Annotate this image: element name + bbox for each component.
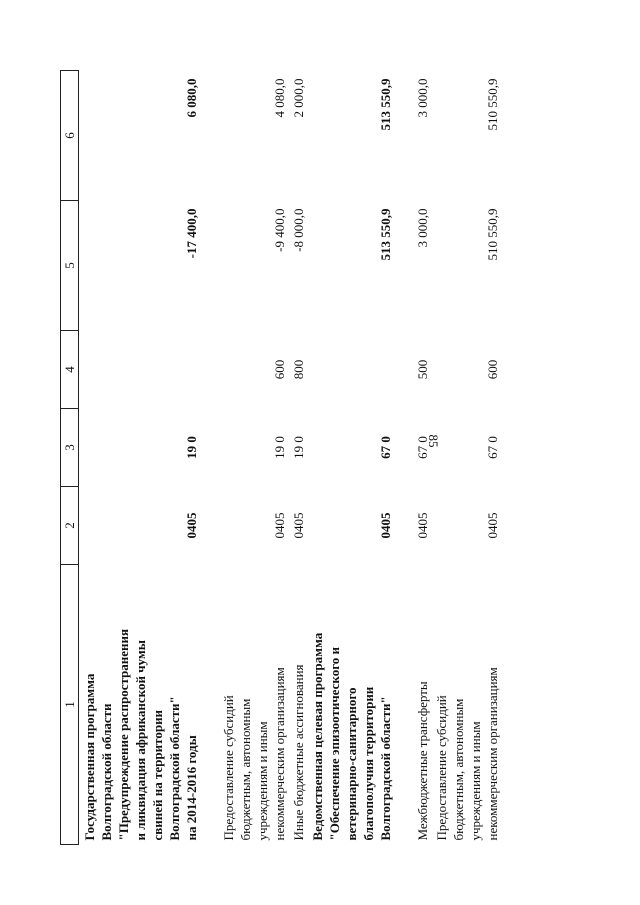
table-row xyxy=(288,71,307,845)
description-line: некоммерческим организациям xyxy=(272,667,287,841)
description-line: благополучия территории xyxy=(361,686,376,841)
budget-table xyxy=(60,70,501,845)
description-line: Ведомственная целевая программа xyxy=(310,632,325,841)
table-row xyxy=(307,71,394,845)
target-article: 67 0 xyxy=(415,436,430,459)
amount-change: -9 400,0 xyxy=(272,208,287,252)
expense-type: 500 xyxy=(415,359,430,380)
description-line: Волгоградской области" xyxy=(378,696,393,841)
description-line: "Обеспечение эпизоотического и xyxy=(327,646,342,841)
page-number: 85 xyxy=(426,434,441,448)
table-row xyxy=(218,71,288,845)
section-code: 0405 xyxy=(291,512,306,539)
row-description xyxy=(431,565,501,845)
description-line: учреждениям и иным xyxy=(468,721,483,841)
expense-type xyxy=(307,331,394,409)
row-description xyxy=(288,565,307,845)
section-code: 0405 xyxy=(184,512,199,539)
table-body xyxy=(79,71,502,845)
expense-type: 800 xyxy=(291,359,306,380)
amount-change: 510 550,9 xyxy=(485,208,500,261)
description-line: Иные бюджетные ассигнования xyxy=(291,664,306,841)
header-cell: 3 xyxy=(61,409,79,487)
row-description xyxy=(79,565,201,845)
target-article: 19 0 xyxy=(291,436,306,459)
table-row xyxy=(431,71,501,845)
description-line: Межбюджетные трансферты xyxy=(415,681,430,841)
description-line: Государственная программа xyxy=(82,673,97,841)
row-description xyxy=(218,565,288,845)
target-article: 19 0 xyxy=(184,436,199,459)
description-line: Волгоградской области" xyxy=(167,696,182,841)
spacer-row xyxy=(394,71,412,845)
table-row xyxy=(412,71,431,845)
header-cell: 2 xyxy=(61,487,79,565)
description-line: Предоставление субсидий xyxy=(434,695,449,841)
header-row xyxy=(61,71,79,845)
rotated-table-container xyxy=(60,70,580,845)
section-code: 0405 xyxy=(272,512,287,539)
header-cell: 5 xyxy=(61,201,79,331)
target-article: 67 0 xyxy=(378,436,393,459)
description-line: учреждениям и иным xyxy=(255,721,270,841)
description-line: на 2014-2016 годы xyxy=(184,735,199,841)
expense-type: 600 xyxy=(485,359,500,380)
expense-type: 600 xyxy=(272,359,287,380)
amount-change: -17 400,0 xyxy=(184,208,199,259)
amount-total: 2 000,0 xyxy=(291,78,306,118)
description-line: "Предупреждение распространения xyxy=(116,628,131,841)
target-article: 67 0 xyxy=(485,436,500,459)
amount-change: -8 000,0 xyxy=(291,208,306,252)
target-article: 19 0 xyxy=(272,436,287,459)
row-description xyxy=(412,565,431,845)
row-description xyxy=(307,565,394,845)
description-line: Волгоградской области xyxy=(99,703,114,841)
amount-total: 6 080,0 xyxy=(184,78,199,118)
section-code: 0405 xyxy=(378,512,393,539)
header-cell: 4 xyxy=(61,331,79,409)
spacer-cell xyxy=(394,71,412,845)
table-row xyxy=(79,71,201,845)
description-line: ветеринарно-санитарного xyxy=(344,687,359,841)
amount-total: 4 080,0 xyxy=(272,78,287,118)
amount-change: 513 550,9 xyxy=(378,208,393,261)
amount-total: 3 000,0 xyxy=(415,78,430,118)
amount-change: 3 000,0 xyxy=(415,208,430,248)
section-code: 0405 xyxy=(485,512,500,539)
amount-total: 510 550,9 xyxy=(485,78,500,131)
header-cell: 6 xyxy=(61,71,79,201)
description-line: некоммерческим организациям xyxy=(485,667,500,841)
spacer-cell xyxy=(200,71,218,845)
description-line: и ликвидация африканской чумы xyxy=(133,640,148,841)
header-cell: 1 xyxy=(61,565,79,845)
amount-total: 513 550,9 xyxy=(378,78,393,131)
spacer-row xyxy=(200,71,218,845)
section-code: 0405 xyxy=(415,512,430,539)
description-line: бюджетным, автономным xyxy=(238,698,253,841)
description-line: бюджетным, автономным xyxy=(451,698,466,841)
expense-type xyxy=(79,331,201,409)
description-line: свиней на территории xyxy=(150,709,165,841)
description-line: Предоставление субсидий xyxy=(221,695,236,841)
